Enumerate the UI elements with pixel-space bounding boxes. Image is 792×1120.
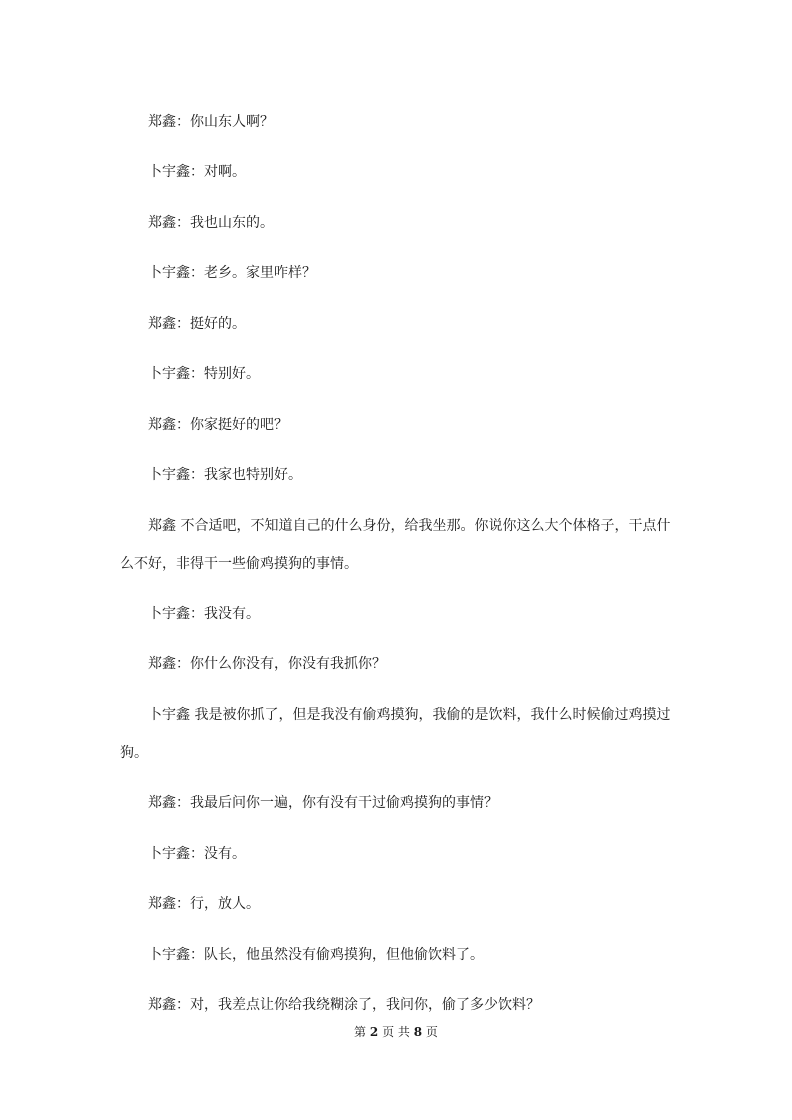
footer-total-pages: 8 bbox=[413, 1025, 423, 1039]
dialogue-line: 郑鑫：我最后问你一遍，你有没有干过偷鸡摸狗的事情？ bbox=[148, 795, 498, 811]
footer-prefix: 第 bbox=[354, 1025, 367, 1039]
dialogue-line: 郑鑫：你什么你没有，你没有我抓你？ bbox=[148, 656, 386, 672]
dialogue-line: 郑鑫：挺好的。 bbox=[148, 316, 246, 332]
dialogue-line: 郑鑫：行，放人。 bbox=[148, 896, 260, 912]
dialogue-line: 卜宇鑫：对啊。 bbox=[148, 164, 246, 180]
dialogue-line: 郑鑫：你家挺好的吧？ bbox=[148, 417, 288, 433]
dialogue-line-continuation: 狗。 bbox=[120, 745, 148, 761]
dialogue-line: 郑鑫：对，我差点让你给我绕糊涂了，我问你，偷了多少饮料？ bbox=[148, 997, 540, 1013]
dialogue-line: 卜宇鑫：特别好。 bbox=[148, 366, 260, 382]
footer-page-number: 2 bbox=[369, 1025, 379, 1039]
dialogue-line: 卜宇鑫：我家也特别好。 bbox=[148, 467, 302, 483]
dialogue-line: 卜宇鑫：我没有。 bbox=[148, 606, 260, 622]
dialogue-line: 卜宇鑫：队长，他虽然没有偷鸡摸狗，但他偷饮料了。 bbox=[148, 947, 484, 963]
page-footer bbox=[0, 1024, 792, 1040]
dialogue-line: 卜宇鑫 我是被你抓了，但是我没有偷鸡摸狗，我偷的是饮料，我什么时候偷过鸡摸过 bbox=[148, 707, 671, 723]
dialogue-line-continuation: 么不好，非得干一些偷鸡摸狗的事情。 bbox=[120, 556, 358, 572]
dialogue-line: 郑鑫：我也山东的。 bbox=[148, 215, 274, 231]
dialogue-line: 卜宇鑫：没有。 bbox=[148, 846, 246, 862]
footer-middle: 页 共 bbox=[382, 1025, 410, 1039]
dialogue-line: 郑鑫 不合适吧，不知道自己的什么身份，给我坐那。你说你这么大个体格子，干点什 bbox=[148, 518, 671, 534]
dialogue-line: 郑鑫：你山东人啊？ bbox=[148, 114, 274, 130]
dialogue-line: 卜宇鑫：老乡。家里咋样？ bbox=[148, 265, 316, 281]
footer-suffix: 页 bbox=[425, 1025, 438, 1039]
